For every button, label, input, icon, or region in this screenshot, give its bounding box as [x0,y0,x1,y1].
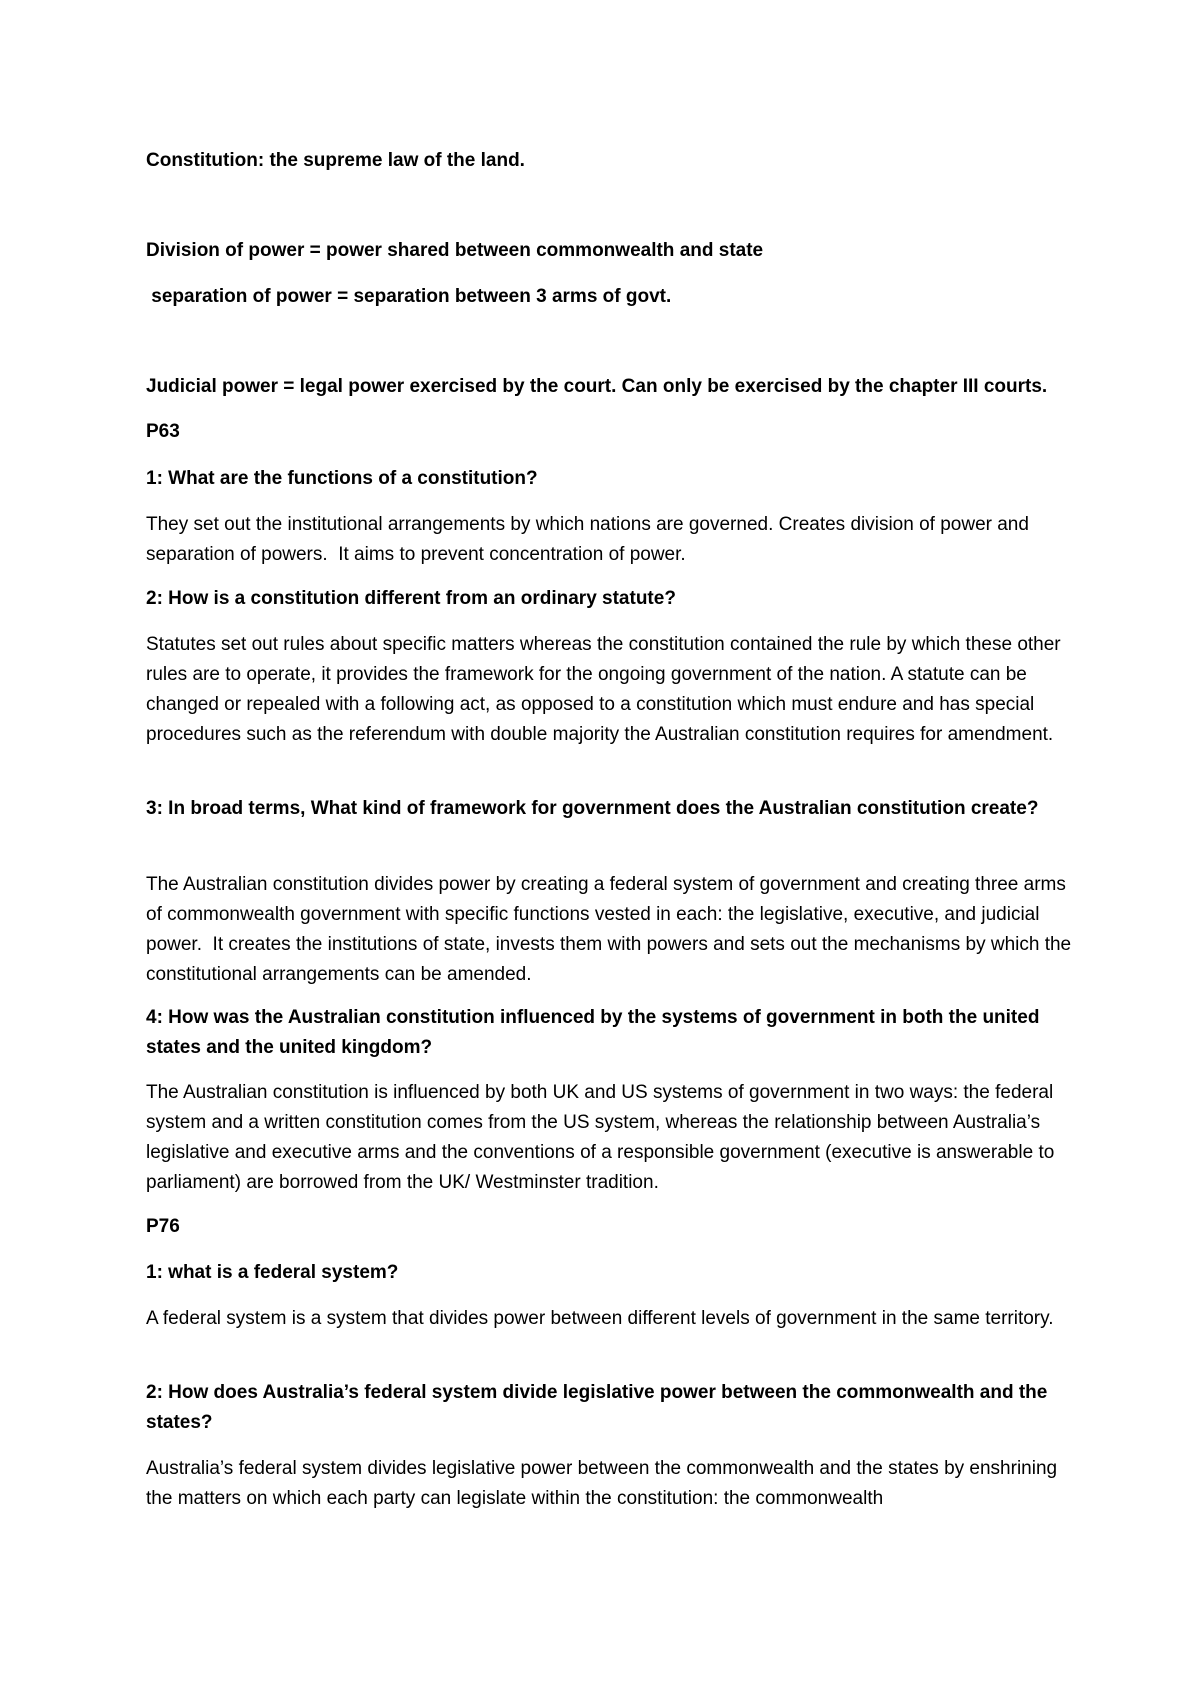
p63-answer-4: The Australian constitution is influenced by both UK and US systems of government in two ways: the federal system and a written constitution comes from the US system, whereas the relationship between Australia’s legislative and executive arms and the conventions of a responsible government (executive is answerable to parliament) are borrowed from the UK/ Westminster tradition. [146,1082,1055,1193]
p76-question-2: 2: How does Australia’s federal system divide legislative power between the commonwealth and the states? [146,1382,1048,1433]
p63-question-4: 4: How was the Australian constitution influenced by the systems of government in both the united states and the united kingdom? [146,1007,1040,1058]
p76-answer-1: A federal system is a system that divides power between different levels of government in the same territory. [146,1308,1054,1329]
intro-judicial-power: Judicial power = legal power exercised by the court. Can only be exercised by the chapter III courts. [146,376,1048,397]
p63-answer-3: The Australian constitution divides power by creating a federal system of government and creating three arms of commonwealth government with specific functions vested in each: the legislative, executive, and judicial power. It creates the institutions of state, invests them with powers and sets out the mechanisms by which the constitutional arrangements can be amended. [146,874,1077,985]
p63-answer-2: Statutes set out rules about specific matters whereas the constitution contained the rule by which these other rules are to operate, it provides the framework for the ongoing government of the nation. A statute can be changed or repealed with a following act, as opposed to a constitution which must endure and has special procedures such as the referendum with double majority the Australian constitution requires for amendment. [146,634,1061,745]
p63-question-1: 1: What are the functions of a constitution? [146,468,538,489]
p63-answer-1: They set out the institutional arrangements by which nations are governed. Creates division of power and separation of powers. It aims to prevent concentration of power. [146,514,1035,565]
intro-constitution: Constitution: the supreme law of the land. [146,150,525,171]
section-label-p63: P63 [146,421,180,442]
p63-question-3: 3: In broad terms, What kind of framework for government does the Australian constitution create? [146,798,1039,819]
intro-separation-of-power: separation of power = separation between 3 arms of govt. [146,286,672,307]
p76-question-1: 1: what is a federal system? [146,1262,399,1283]
p76-answer-2: Australia’s federal system divides legislative power between the commonwealth and the states by enshrining the matters on which each party can legislate within the constitution: the commonwealth [146,1458,1058,1509]
section-label-p76: P76 [146,1216,180,1237]
intro-division-of-power: Division of power = power shared between commonwealth and state [146,240,764,261]
p63-question-2: 2: How is a constitution different from an ordinary statute? [146,588,676,609]
